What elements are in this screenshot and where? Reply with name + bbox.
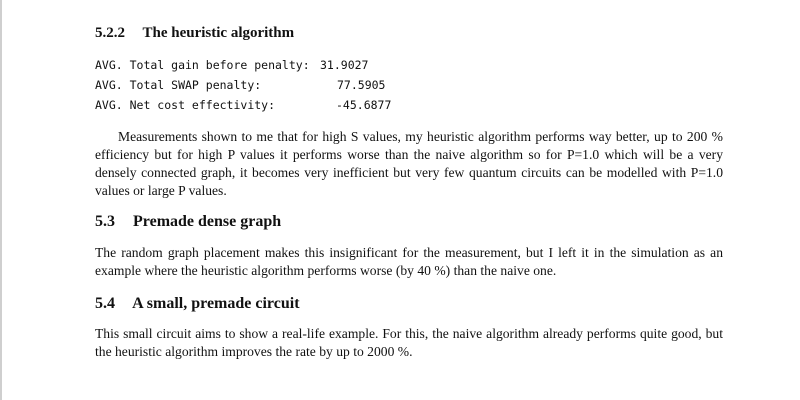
section-heading-5-3 [95, 212, 723, 232]
section-number: 5.3 [95, 213, 115, 230]
page-edge [0, 0, 2, 400]
section-title: A small, premade circuit [132, 295, 300, 312]
metric-row [95, 95, 723, 115]
premade-dense-graph-paragraph: The random graph placement makes this insignificant for the measurement, but I left it in the simulation as an example where the heuristic algorithm performs worse (by 40 %) than the naive one. [95, 245, 723, 278]
document-content [95, 24, 723, 361]
subsection-heading-5-2-2 [95, 24, 723, 42]
small-premade-circuit-paragraph: This small circuit aims to show a real-life example. For this, the naive algorithm already performs quite good, but the heuristic algorithm improves the rate by up to 2000 %. [95, 326, 723, 359]
measurement-paragraph: Measurements shown to me that for high S values, my heuristic algorithm performs way better, up to 200 % efficiency but for high P values it performs worse than the naive algorithm so for P=1.0 which will be a very densely connected graph, it becomes very inefficient but very few quantum circuits can be modelled with P=1.0 values or large P values. [95, 129, 723, 198]
metric-label: AVG. Net cost effectivity: [95, 98, 276, 112]
metric-row [95, 75, 723, 95]
metric-row [95, 55, 723, 75]
metric-label: AVG. Total gain before penalty: [95, 58, 310, 72]
metric-value: -45.6877 [336, 98, 392, 112]
section-number: 5.4 [95, 295, 115, 312]
section-title: Premade dense graph [133, 213, 282, 230]
average-metrics-block [95, 55, 723, 115]
metric-value: 77.5905 [337, 78, 386, 92]
metric-value: 31.9027 [320, 58, 369, 72]
subsection-title: The heuristic algorithm [142, 25, 295, 41]
metric-label: AVG. Total SWAP penalty: [95, 78, 262, 92]
section-heading-5-4 [95, 294, 723, 314]
subsection-number: 5.2.2 [95, 25, 125, 41]
